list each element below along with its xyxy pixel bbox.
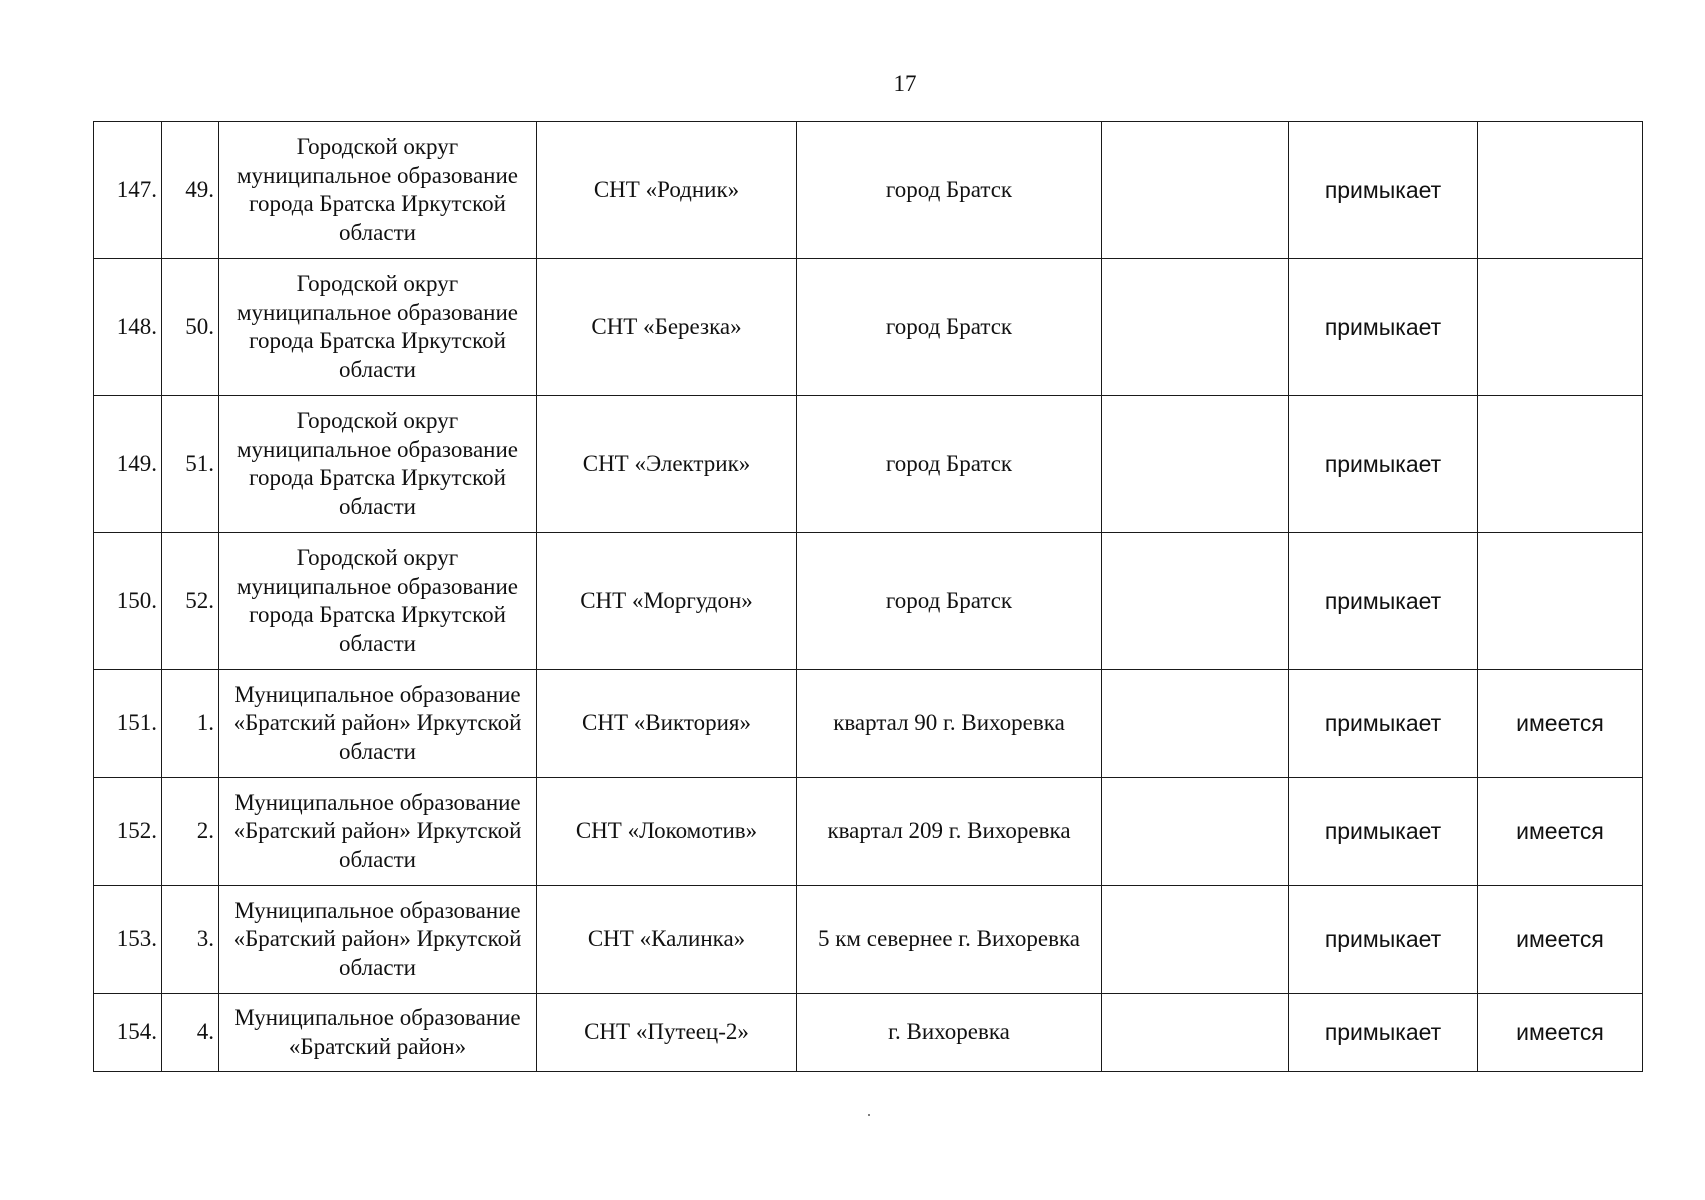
municipality-cell: Муниципальное образование «Братский район» <box>219 994 537 1072</box>
availability-cell: имеется <box>1478 778 1643 886</box>
location-cell: город Братск <box>797 122 1102 259</box>
sub-number-cell: 4. <box>162 994 219 1072</box>
adjacency-cell: примыкает <box>1289 778 1478 886</box>
settlements-table <box>93 121 1643 1072</box>
location-cell: город Братск <box>797 396 1102 533</box>
empty-cell <box>1102 670 1289 778</box>
adjacency-cell: примыкает <box>1289 886 1478 994</box>
table-row <box>94 122 1643 259</box>
adjacency-cell: примыкает <box>1289 396 1478 533</box>
availability-cell <box>1478 122 1643 259</box>
location-cell: квартал 209 г. Вихоревка <box>797 778 1102 886</box>
row-number-cell: 147. <box>94 122 162 259</box>
availability-cell <box>1478 396 1643 533</box>
row-number-cell: 151. <box>94 670 162 778</box>
availability-cell <box>1478 533 1643 670</box>
location-cell: г. Вихоревка <box>797 994 1102 1072</box>
empty-cell <box>1102 778 1289 886</box>
scan-speck <box>868 1114 870 1116</box>
adjacency-cell: примыкает <box>1289 122 1478 259</box>
empty-cell <box>1102 259 1289 396</box>
row-number-cell: 150. <box>94 533 162 670</box>
table-row <box>94 670 1643 778</box>
location-cell: квартал 90 г. Вихоревка <box>797 670 1102 778</box>
empty-cell <box>1102 886 1289 994</box>
adjacency-cell: примыкает <box>1289 670 1478 778</box>
row-number-cell: 152. <box>94 778 162 886</box>
snt-name-cell: СНТ «Родник» <box>537 122 797 259</box>
table-row <box>94 778 1643 886</box>
row-number-cell: 148. <box>94 259 162 396</box>
municipality-cell: Муниципальное образование «Братский район» Иркутской области <box>219 670 537 778</box>
snt-name-cell: СНТ «Электрик» <box>537 396 797 533</box>
municipality-cell: Городской округ муниципальное образование города Братска Иркутской области <box>219 533 537 670</box>
adjacency-cell: примыкает <box>1289 533 1478 670</box>
table-row <box>94 259 1643 396</box>
table-row <box>94 533 1643 670</box>
table-row <box>94 396 1643 533</box>
location-cell: 5 км севернее г. Вихоревка <box>797 886 1102 994</box>
row-number-cell: 154. <box>94 994 162 1072</box>
snt-name-cell: СНТ «Моргудон» <box>537 533 797 670</box>
availability-cell: имеется <box>1478 994 1643 1072</box>
snt-name-cell: СНТ «Березка» <box>537 259 797 396</box>
row-number-cell: 153. <box>94 886 162 994</box>
sub-number-cell: 50. <box>162 259 219 396</box>
table-row <box>94 994 1643 1072</box>
adjacency-cell: примыкает <box>1289 259 1478 396</box>
sub-number-cell: 51. <box>162 396 219 533</box>
sub-number-cell: 3. <box>162 886 219 994</box>
empty-cell <box>1102 122 1289 259</box>
snt-name-cell: СНТ «Путеец-2» <box>537 994 797 1072</box>
snt-name-cell: СНТ «Виктория» <box>537 670 797 778</box>
municipality-cell: Городской округ муниципальное образование города Братска Иркутской области <box>219 259 537 396</box>
sub-number-cell: 1. <box>162 670 219 778</box>
availability-cell: имеется <box>1478 886 1643 994</box>
empty-cell <box>1102 396 1289 533</box>
row-number-cell: 149. <box>94 396 162 533</box>
municipality-cell: Городской округ муниципальное образование города Братска Иркутской области <box>219 396 537 533</box>
table-row <box>94 886 1643 994</box>
page-number: 17 <box>893 71 917 96</box>
empty-cell <box>1102 994 1289 1072</box>
adjacency-cell: примыкает <box>1289 994 1478 1072</box>
sub-number-cell: 2. <box>162 778 219 886</box>
availability-cell: имеется <box>1478 670 1643 778</box>
municipality-cell: Муниципальное образование «Братский район» Иркутской области <box>219 778 537 886</box>
sub-number-cell: 52. <box>162 533 219 670</box>
location-cell: город Братск <box>797 533 1102 670</box>
sub-number-cell: 49. <box>162 122 219 259</box>
location-cell: город Братск <box>797 259 1102 396</box>
snt-name-cell: СНТ «Калинка» <box>537 886 797 994</box>
availability-cell <box>1478 259 1643 396</box>
empty-cell <box>1102 533 1289 670</box>
municipality-cell: Городской округ муниципальное образование города Братска Иркутской области <box>219 122 537 259</box>
municipality-cell: Муниципальное образование «Братский район» Иркутской области <box>219 886 537 994</box>
snt-name-cell: СНТ «Локомотив» <box>537 778 797 886</box>
